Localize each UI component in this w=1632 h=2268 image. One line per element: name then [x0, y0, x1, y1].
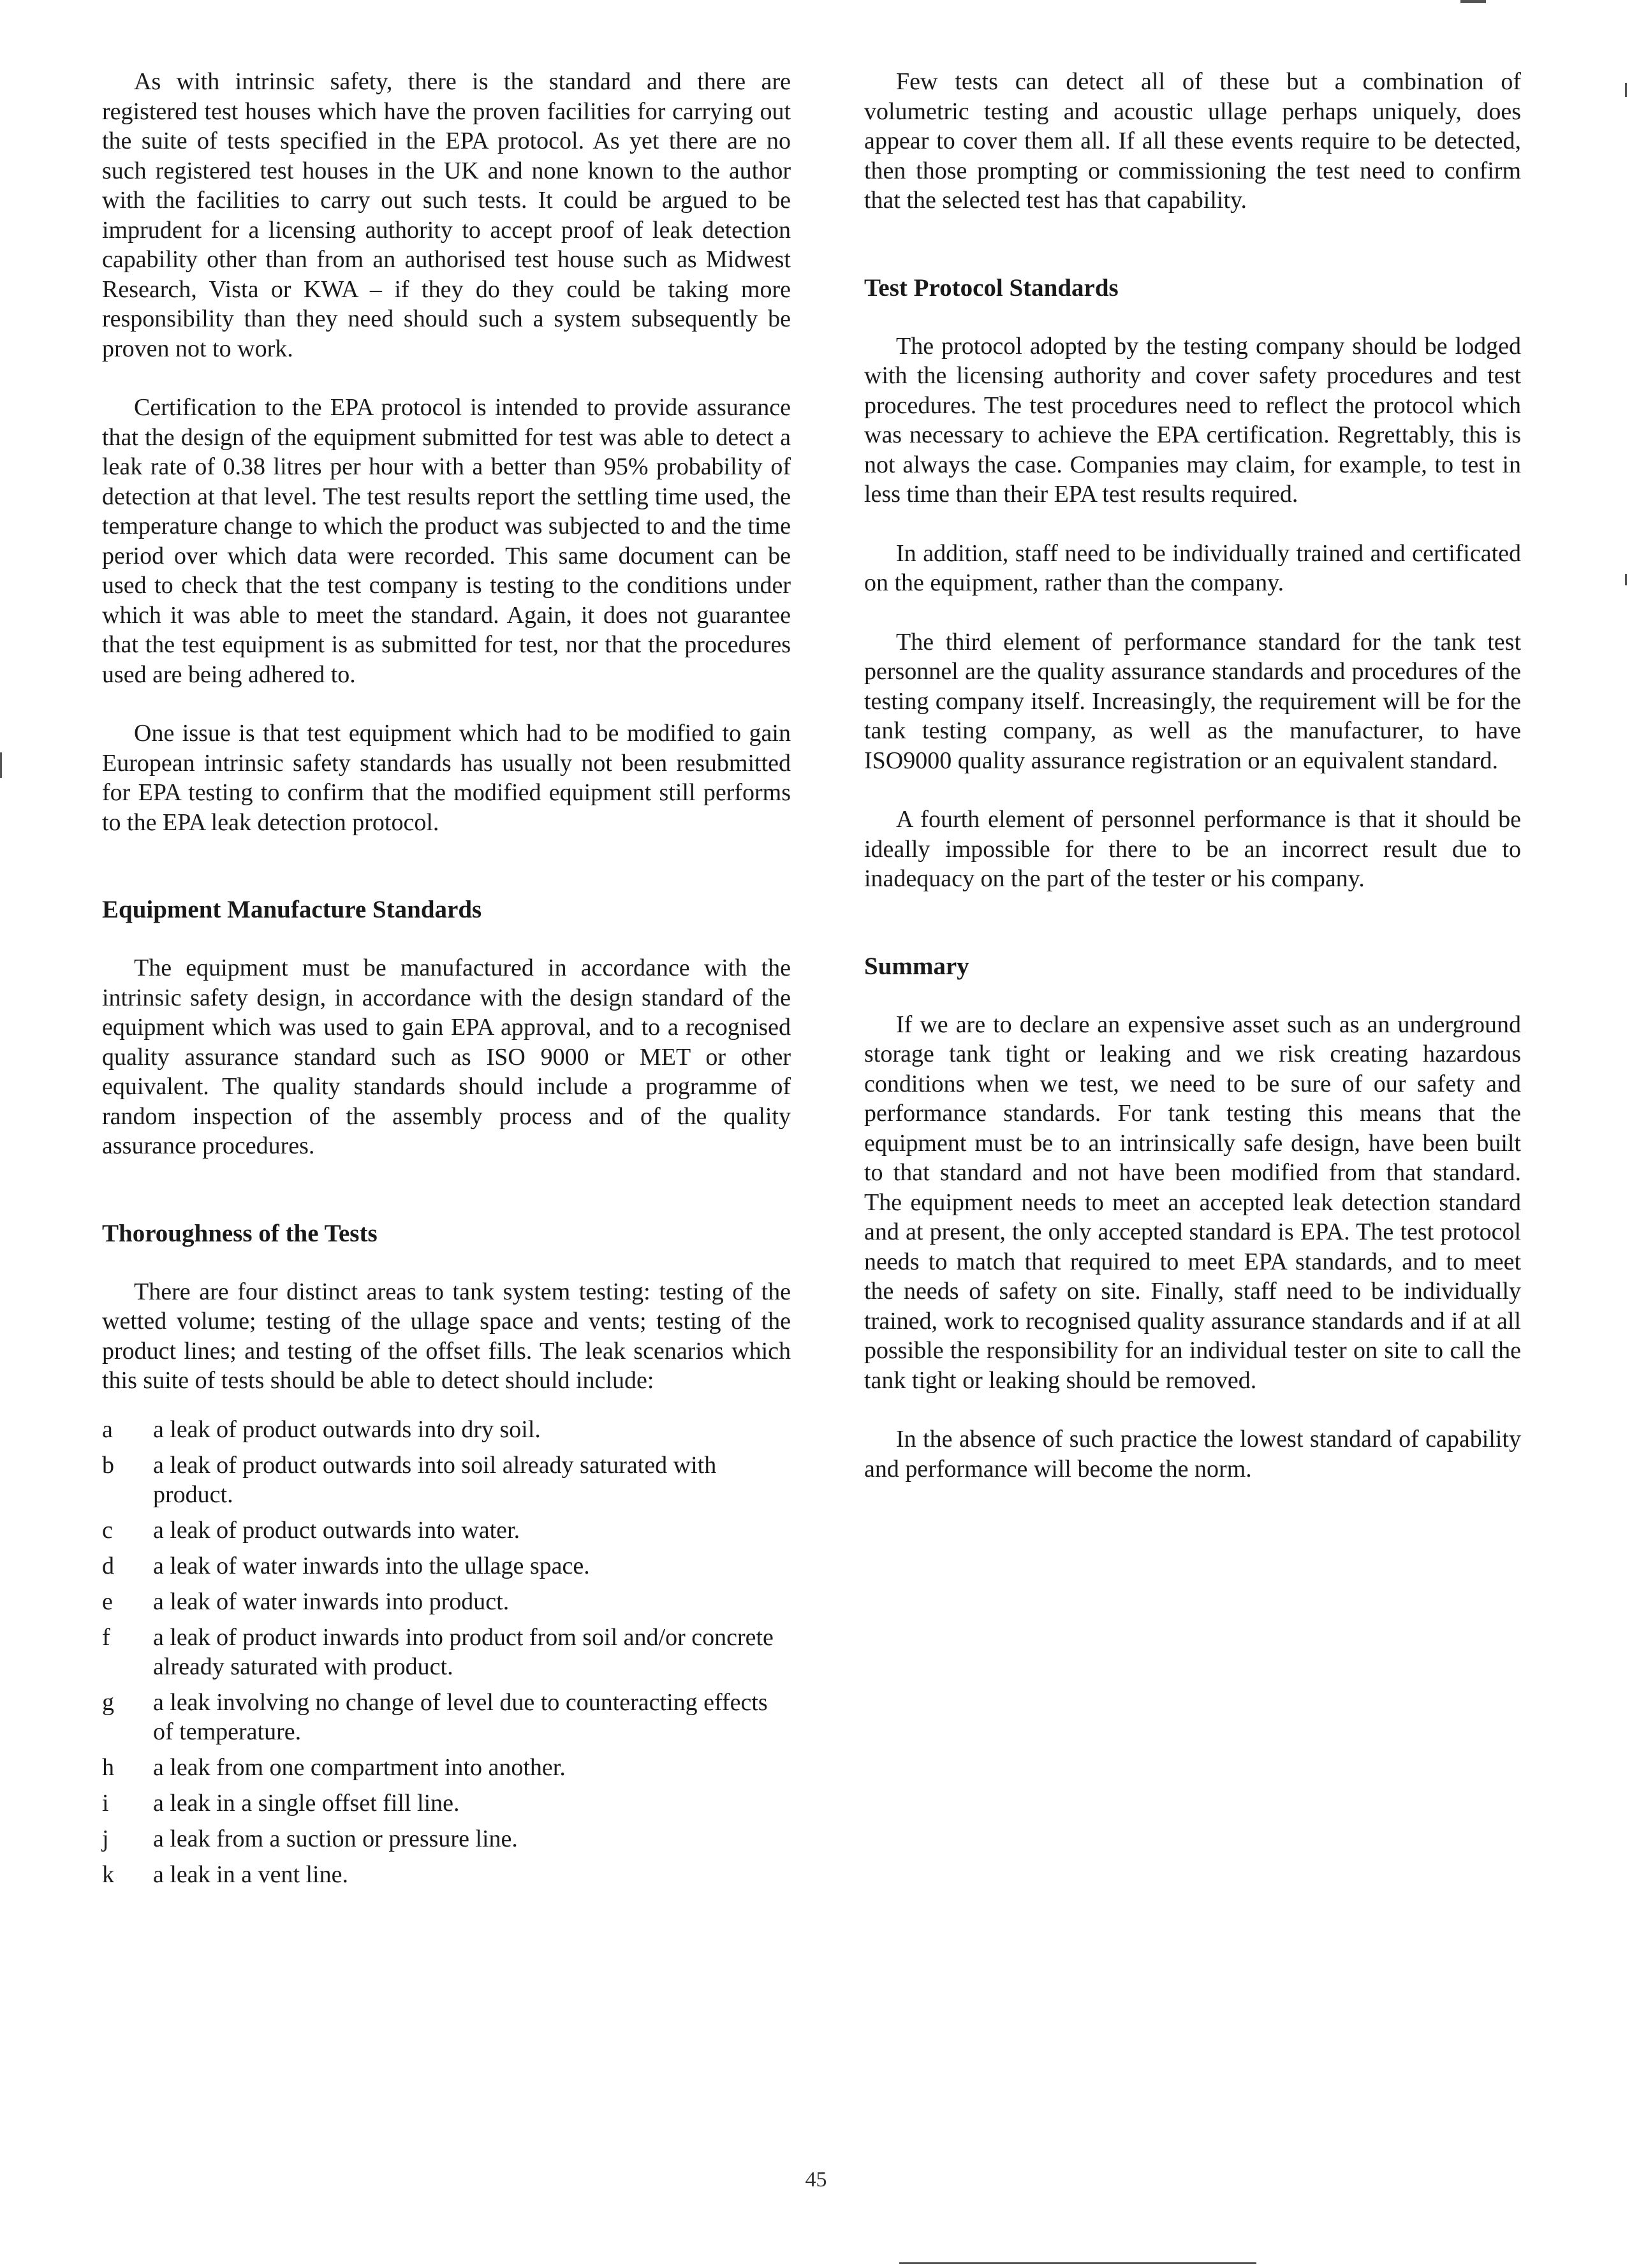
body-paragraph: The third element of performance standard for the tank test personnel are the quality assurance standards and procedures of the testing company itself. Increasingly, the requirement will be for the tank testing company, as well as the manufacturer, to have ISO9000 quality assurance registration or an equivalent standard.: [864, 628, 1521, 774]
scan-artifact-left-edge: [0, 752, 2, 778]
section-heading-protocol: Test Protocol Standards: [864, 274, 1119, 302]
section-heading-summary: Summary: [864, 952, 969, 980]
list-letter: i: [102, 1789, 109, 1817]
body-paragraph: In addition, staff need to be individually trained and certificated on the equipment, rather than the company.: [864, 539, 1521, 596]
body-paragraph: One issue is that test equipment which had to be modified to gain European intrinsic safety standards has usually not been resubmitted for EPA testing to confirm that the modified equipment still performs to the EPA leak detection protocol.: [102, 720, 791, 836]
list-item: [102, 1551, 791, 1581]
body-paragraph: The protocol adopted by the testing company should be lodged with the licensing authority and cover safety procedures and test procedures. The test procedures need to reflect the protocol which was necessary to achieve the EPA certification. Regrettably, this is not always the case. Companies may claim, for example, to test in less time than their EPA test results required.: [864, 332, 1521, 508]
list-item-text: a leak of product outwards into soil already saturated with product.: [153, 1451, 717, 1508]
list-letter: d: [102, 1552, 114, 1579]
list-item-text: a leak of product inwards into product from soil and/or concrete already saturated with product.: [153, 1623, 774, 1680]
body-paragraph: A fourth element of personnel performance is that it should be ideally impossible for there to be an incorrect result due to inadequacy on the part of the tester or his company.: [864, 806, 1521, 892]
right-column: [864, 67, 1521, 1513]
list-letter: h: [102, 1753, 114, 1781]
section-heading-thoroughness: Thoroughness of the Tests: [102, 1219, 378, 1247]
list-item-text: a leak in a vent line.: [153, 1861, 348, 1888]
list-item-text: a leak of product outwards into dry soil.: [153, 1416, 541, 1443]
list-letter: k: [102, 1861, 114, 1888]
scan-artifact-right-edge: [1625, 574, 1627, 585]
list-letter: f: [102, 1623, 110, 1651]
body-paragraph: There are four distinct areas to tank system testing: testing of the wetted volume; testing of the ullage space and vents; testing of the product lines; and testing of the offset fills. The leak scenarios which this suite of tests should be able to detect should include:: [102, 1278, 791, 1394]
body-paragraph: Certification to the EPA protocol is intended to provide assurance that the design of the equipment submitted for test was able to detect a leak rate of 0.38 litres per hour with a better than 95% probability of detection at that level. The test results report the settling time used, the temperature change to which the product was subjected to and the time period over which data were recorded. This same document can be used to check that the test company is testing to the conditions under which it was able to meet the standard. Again, it does not guarantee that the test equipment is as submitted for test, nor that the procedures used are being adhered to.: [102, 394, 791, 688]
list-item: [102, 1516, 791, 1545]
list-item-text: a leak in a single offset fill line.: [153, 1789, 460, 1817]
section-heading-manufacture: Equipment Manufacture Standards: [102, 896, 482, 923]
body-paragraph: As with intrinsic safety, there is the standard and there are registered test houses which have the proven facilities for carrying out the suite of tests specified in the EPA protocol. As yet there are no such registered test houses in the UK and none known to the author with the facilities to carry out such tests. It could be argued to be imprudent for a licensing authority to accept proof of leak detection capability other than from an authorised test house such as Midwest Research, Vista or KWA – if they do they could be taking more responsibility than they need should such a system subsequently be proven not to work.: [102, 68, 791, 362]
page-number: 45: [805, 2168, 827, 2191]
scan-artifact-right-edge: [1625, 83, 1627, 97]
list-letter: e: [102, 1588, 113, 1615]
list-item: [102, 1753, 791, 1782]
scan-artifact-bottom: [899, 2262, 1256, 2264]
list-item: [102, 1860, 791, 1889]
body-paragraph: If we are to declare an expensive asset such as an underground storage tank tight or leaking and we risk creating hazardous conditions when we test, we need to be sure of our safety and performance standards. For tank testing this means that the equipment must be to an intrinsically safe design, have been built to that standard and not have been modified from that standard. The equipment needs to meet an accepted leak detection standard and at present, the only accepted standard is EPA. The test protocol needs to match that required to meet EPA standards, and to meet the needs of safety on site. Finally, staff need to be individually trained, work to recognised quality assurance standards and if at all possible the responsibility for an individual tester on site to call the tank tight or leaking should be removed.: [864, 1011, 1521, 1394]
list-item-text: a leak of product outwards into water.: [153, 1516, 520, 1544]
list-letter: c: [102, 1516, 113, 1544]
list-item: [102, 1789, 791, 1818]
body-paragraph: Few tests can detect all of these but a combination of volumetric testing and acoustic ullage perhaps uniquely, does appear to cover them all. If all these events require to be detected, then those prompting or commissioning the test need to confirm that the selected test has that capability.: [864, 68, 1521, 214]
list-letter: b: [102, 1451, 114, 1479]
list-item: [102, 1824, 791, 1854]
list-item: [102, 1415, 791, 1444]
left-column: [102, 67, 791, 1896]
list-item: [102, 1587, 791, 1616]
list-letter: j: [102, 1825, 109, 1852]
list-item-text: a leak from one compartment into another.: [153, 1753, 566, 1781]
list-letter: g: [102, 1688, 114, 1716]
list-item-text: a leak of water inwards into product.: [153, 1588, 510, 1615]
body-paragraph: The equipment must be manufactured in accordance with the intrinsic safety design, in accordance with the design standard of the equipment which was used to gain EPA approval, and to a recognised quality assurance standard such as ISO 9000 or MET or other equivalent. The quality standards should include a programme of random inspection of the assembly process and of the quality assurance procedures.: [102, 955, 791, 1159]
leak-scenario-list: [102, 1415, 791, 1889]
body-paragraph: In the absence of such practice the lowest standard of capability and performance will become the norm.: [864, 1426, 1521, 1482]
list-item: [102, 1688, 791, 1746]
list-item: [102, 1451, 791, 1509]
list-item: [102, 1623, 791, 1681]
list-item-text: a leak of water inwards into the ullage space.: [153, 1552, 590, 1579]
list-item-text: a leak from a suction or pressure line.: [153, 1825, 518, 1852]
list-item-text: a leak involving no change of level due to counteracting effects of temperature.: [153, 1688, 768, 1745]
scan-artifact-top-right: [1460, 0, 1486, 3]
list-letter: a: [102, 1416, 113, 1443]
